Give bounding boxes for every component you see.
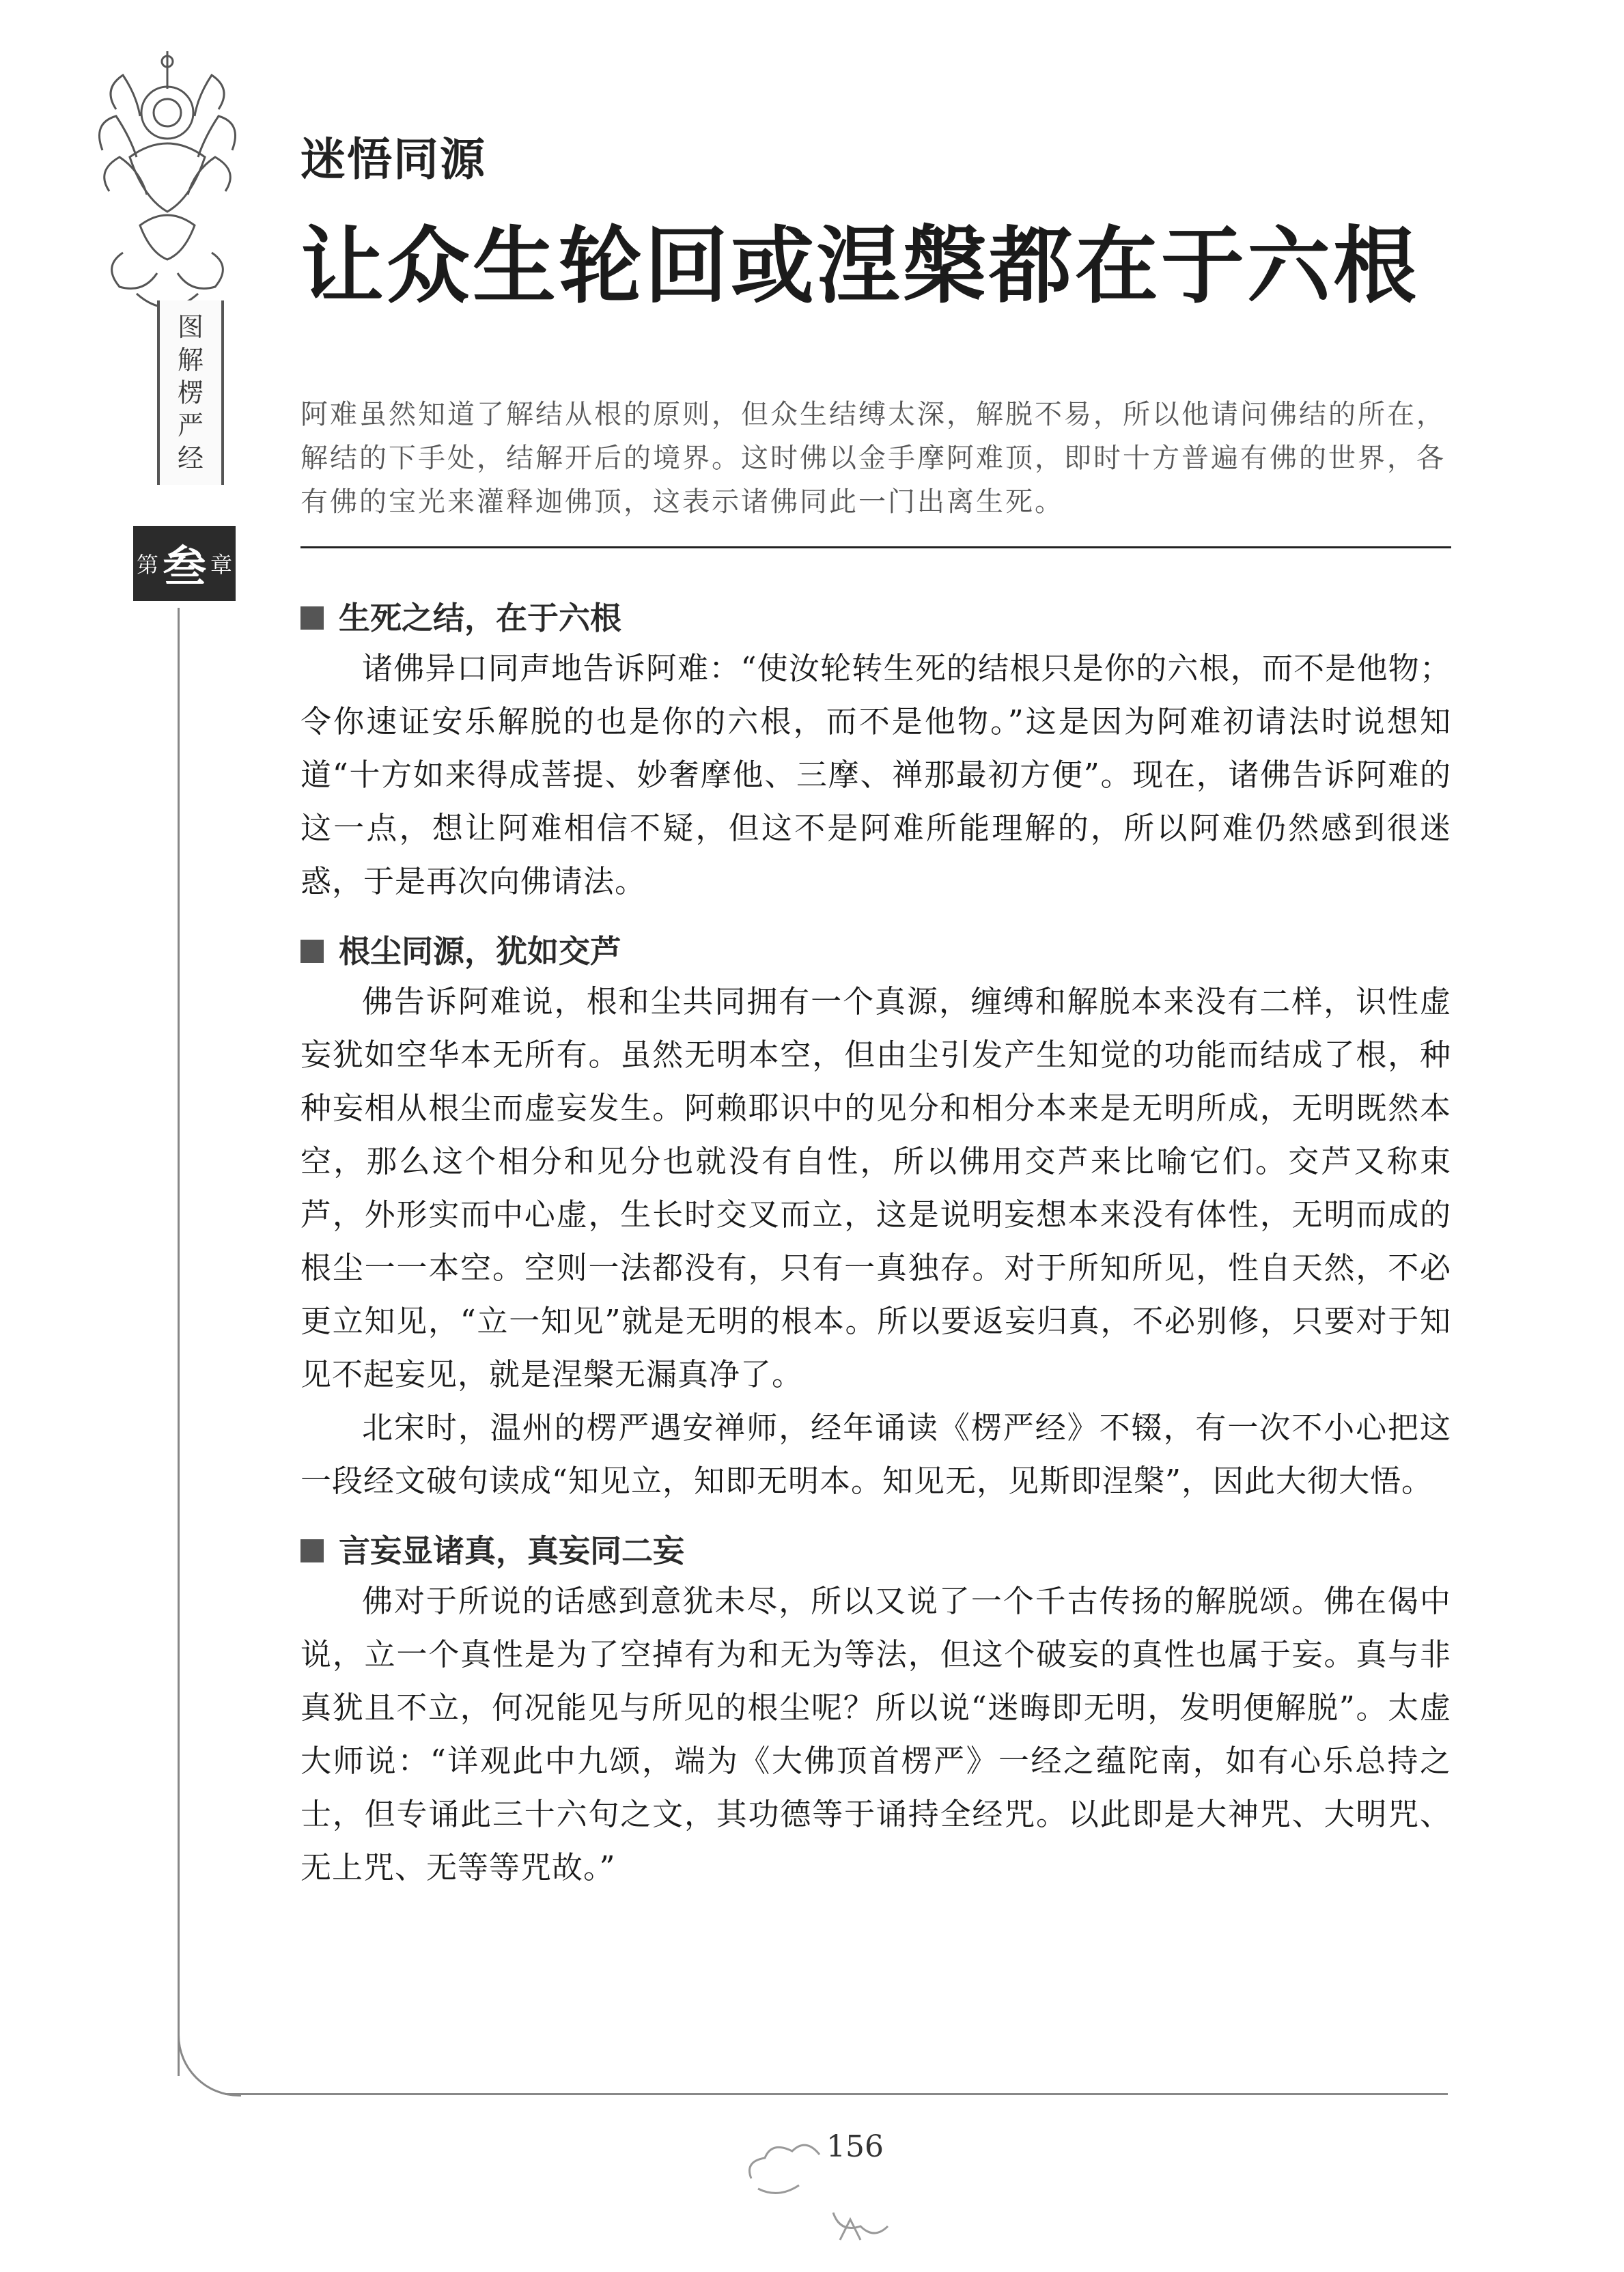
margin-rule-bottom <box>225 2093 1448 2095</box>
book-title-vertical <box>157 300 224 485</box>
section-heading-text: 根尘同源，犹如交芦 <box>339 933 621 970</box>
page-number: 156 <box>826 2129 884 2164</box>
section-heading <box>300 1527 1451 1575</box>
section-3 <box>300 1527 1451 1894</box>
chapter-suffix: 章 <box>210 552 233 578</box>
margin-rule-vertical <box>178 608 180 2076</box>
section-2 <box>300 927 1451 1508</box>
book-title-char: 楞 <box>177 378 204 408</box>
chapter-badge <box>133 526 236 601</box>
intro-summary: 阿难虽然知道了解结从根的原则，但众生结缚太深，解脱不易，所以他请问佛结的所在，解结的下手处，结解开后的境界。这时佛以金手摩阿难顶，即时十方普遍有佛的世界，各有佛的宝光来灌释迦佛顶，这表示诸佛同此一门出离生死。 <box>300 399 1446 518</box>
section-heading <box>300 927 1451 975</box>
body-paragraph: 诸佛异口同声地告诉阿难：“使汝轮转生死的结根只是你的六根，而不是他物；令你速证安乐解脱的也是你的六根，而不是他物。”这是因为阿难初请法时说想知道“十方如来得成菩提、妙奢摩他、三摩、禅那最初方便”。现在，诸佛告诉阿难的这一点，想让阿难相信不疑，但这不是阿难所能理解的，所以阿难仍然感到很迷惑，于是再次向佛请法。 <box>300 650 1451 899</box>
section-heading-text: 言妄显诸真，真妄同二妄 <box>339 1532 684 1569</box>
body-paragraph: 佛告诉阿难说，根和尘共同拥有一个真源，缠缚和解脱本来没有二样，识性虚妄犹如空华本无所有。虽然无明本空，但由尘引发产生知觉的功能而结成了根，种种妄相从根尘而虚妄发生。阿赖耶识中的见分和相分本来是无明所成，无明既然本空，那么这个相分和见分也就没有自性，所以佛用交芦来比喻它们。交芦又称束芦，外形实而中心虚，生长时交叉而立，这是说明妄想本来没有体性，无明而成的根尘一一本空。空则一法都没有，只有一真独存。对于所知所见，性自天然，不必更立知见，“立一知见”就是无明的根本。所以要返妄归真，不必别修，只要对于知见不起妄见，就是涅槃无漏真净了。 <box>300 983 1451 1392</box>
main-content <box>300 594 1451 1913</box>
body-paragraph: 佛对于所说的话感到意犹未尽，所以又说了一个千古传扬的解脱颂。佛在偈中说，立一个真性是为了空掉有为和无为等法，但这个破妄的真性也属于妄。真与非真犹且不立，何况能见与所见的根尘呢？所以说“迷晦即无明，发明便解脱”。太虚大师说：“详观此中九颂，端为《大佛顶首楞严》一经之蕴陀南，如有心乐总持之士，但专诵此三十六句之文，其功德等于诵持全经咒。以此即是大神咒、大明咒、无上咒、无等等咒故。” <box>300 1583 1451 1885</box>
book-title-char: 图 <box>177 312 204 342</box>
chapter-number: 叁 <box>163 542 206 593</box>
section-heading-text: 生死之结，在于六根 <box>339 600 621 636</box>
section-1 <box>300 594 1451 908</box>
book-title-char: 经 <box>177 443 204 473</box>
square-bullet-icon <box>300 606 324 630</box>
book-title-char: 解 <box>177 345 204 375</box>
section-subtitle: 迷悟同源 <box>300 133 486 186</box>
page-title: 让众生轮回或涅槃都在于六根 <box>300 218 1419 315</box>
square-bullet-icon <box>300 1539 324 1562</box>
book-title-char: 严 <box>177 410 204 440</box>
square-bullet-icon <box>300 940 324 963</box>
margin-rule-corner <box>178 2032 241 2096</box>
body-paragraph: 北宋时，温州的楞严遇安禅师，经年诵读《楞严经》不辍，有一次不小心把这一段经文破句读成“知见立，知即无明本。知见无，见斯即涅槃”，因此大彻大悟。 <box>300 1410 1451 1499</box>
lotus-ornament-icon <box>89 48 246 328</box>
chapter-prefix: 第 <box>136 552 158 578</box>
section-heading <box>300 594 1451 642</box>
title-divider <box>300 546 1451 548</box>
